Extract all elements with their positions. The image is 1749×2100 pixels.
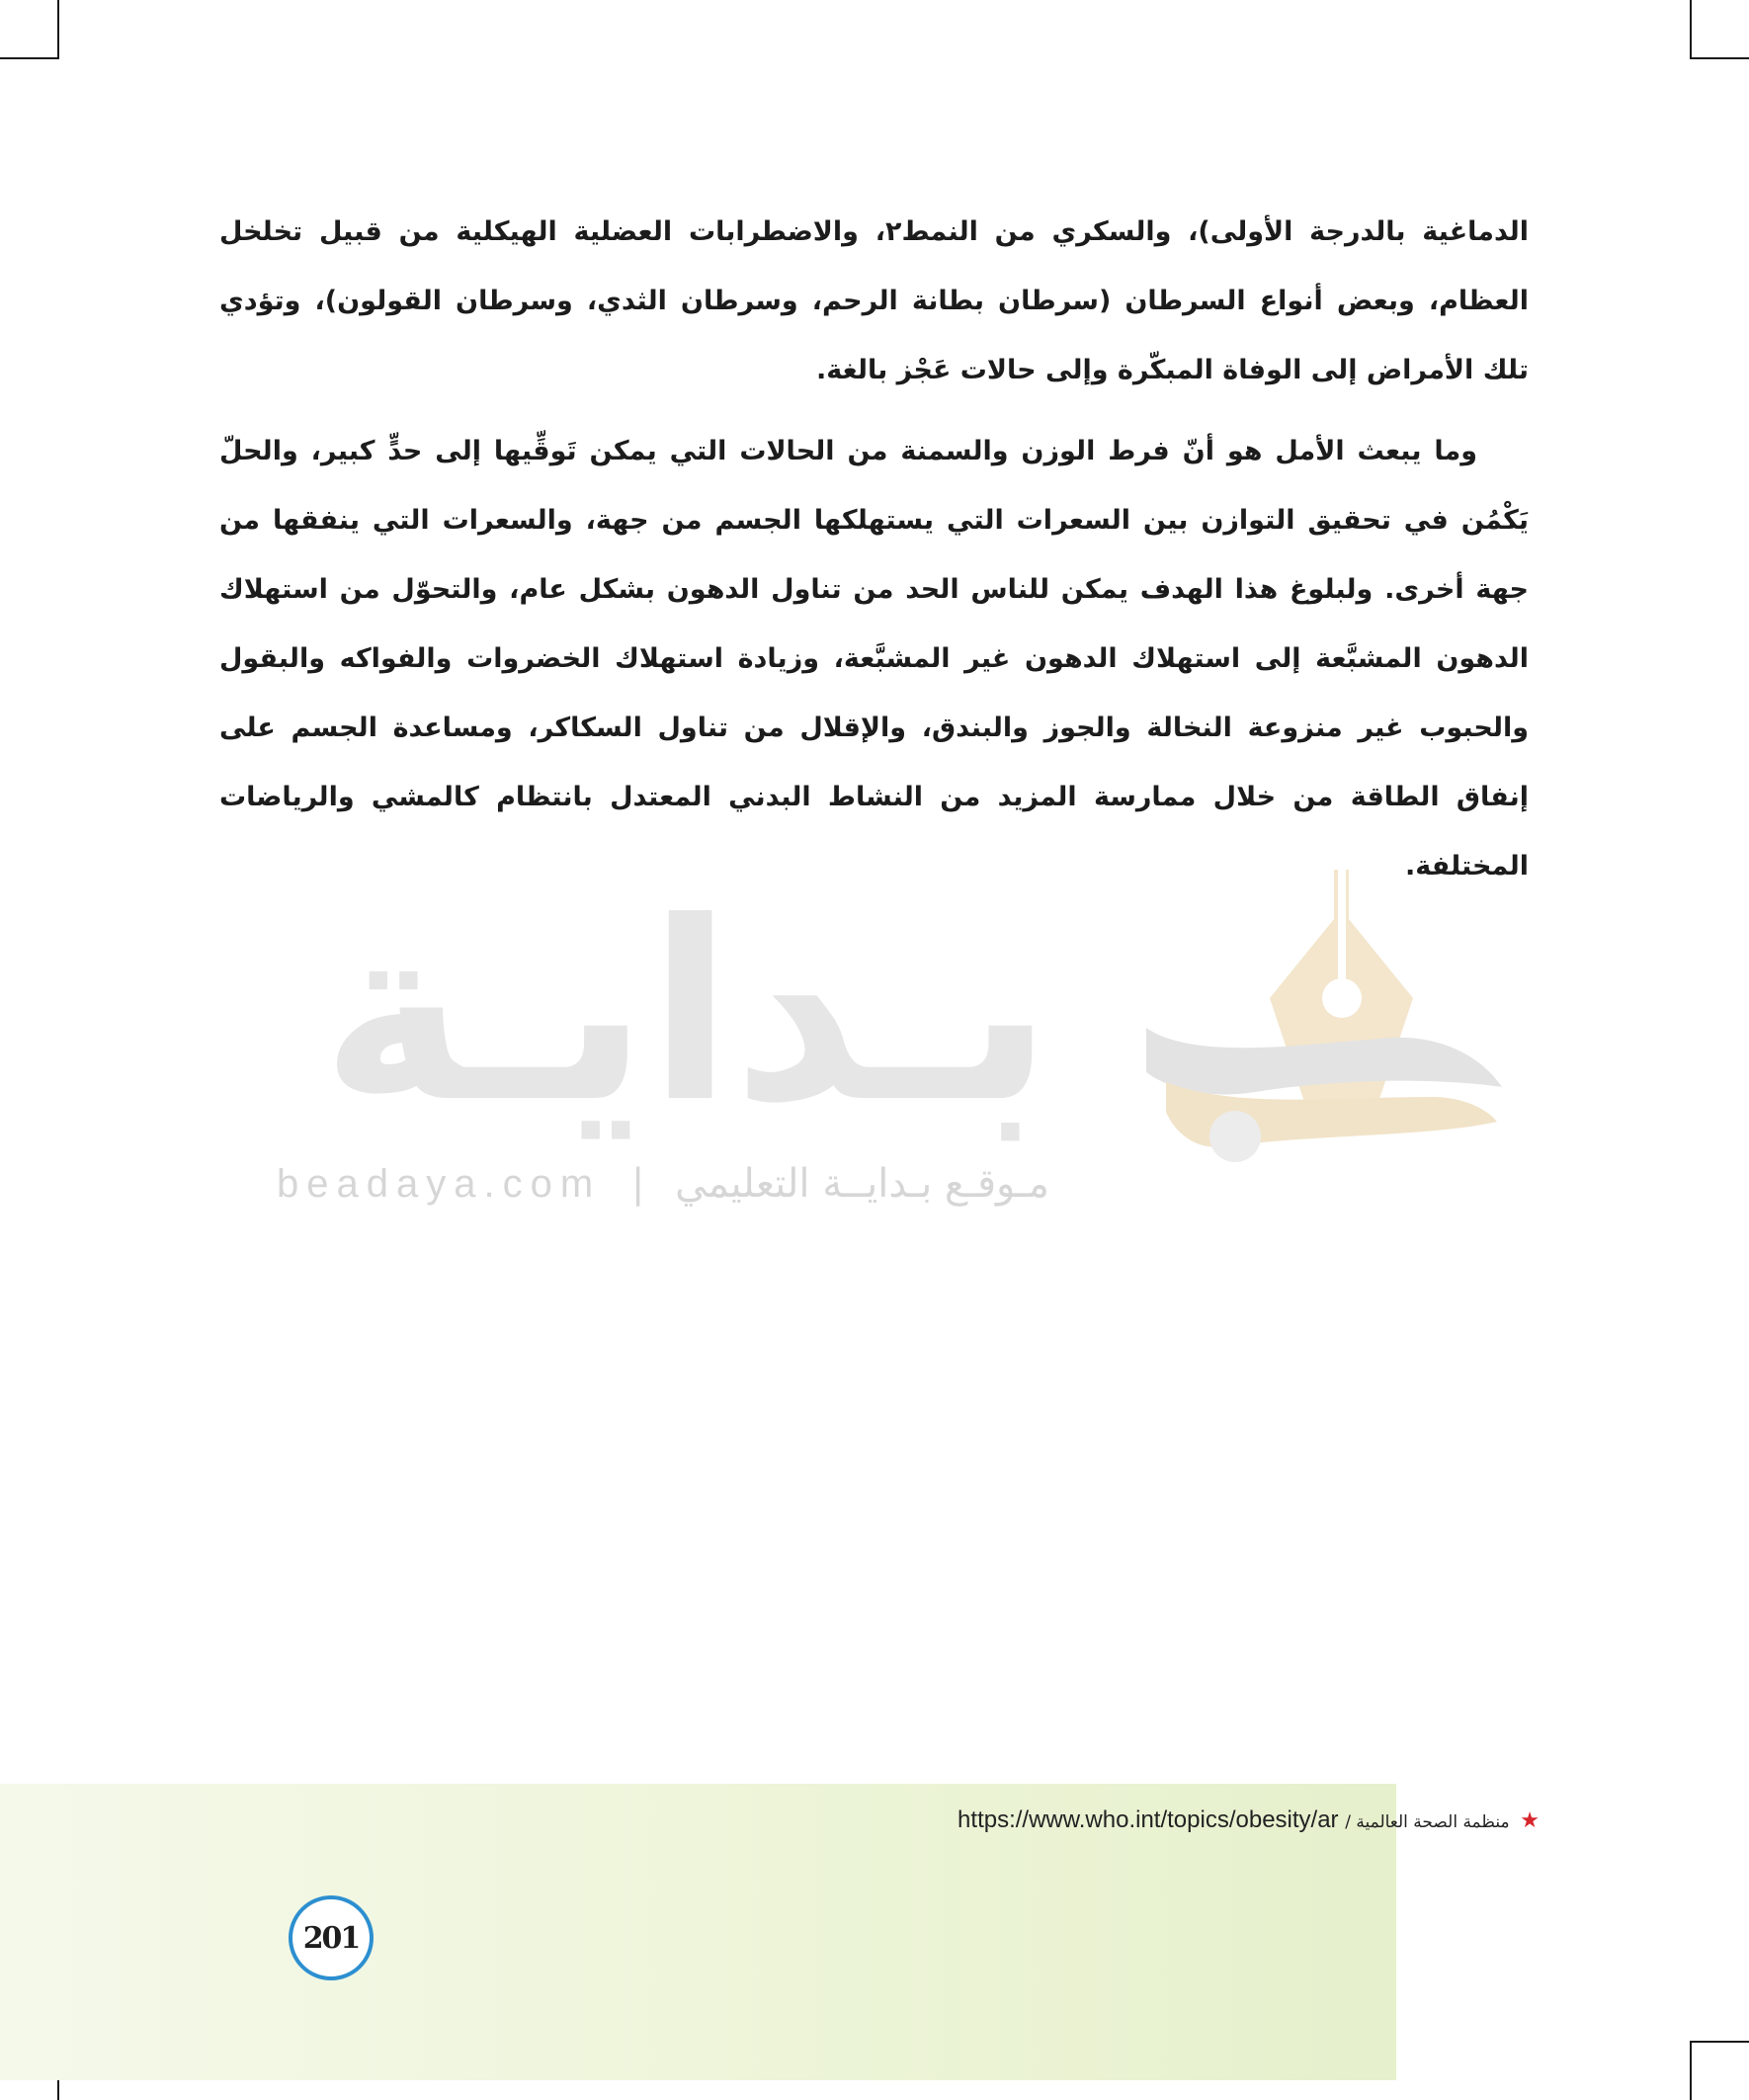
- crop-mark: [57, 0, 59, 59]
- crop-mark: [1690, 57, 1749, 59]
- footnote-source: منظمة الصحة العالمية /: [1345, 1812, 1510, 1832]
- paragraph-1: الدماغية بالدرجة الأولى)، والسكري من النمط٢، والاضطرابات العضلية الهيكلية من قبيل تخلخل العظام، وبعض أنواع السرطان (سرطان بطانة الرحم، وسرطان الثدي، وسرطان القولون)، وتؤدي تلك الأمراض إلى الوفاة المبكّرة وإلى حالات عَجْز بالغة.: [219, 216, 1529, 385]
- body-text: [219, 198, 1529, 913]
- page-number: 201: [302, 1920, 360, 1956]
- crop-mark: [1690, 2041, 1692, 2100]
- paragraph-2: وما يبعث الأمل هو أنّ فرط الوزن والسمنة من الحالات التي يمكن تَوقِّيها إلى حدٍّ كبير، والحلّ يَكْمُن في تحقيق التوازن بين السعرات التي يستهلكها الجسم من جهة، والسعرات التي ينفقها من جهة أخرى. ولبلوغ هذا الهدف يمكن للناس الحد من تناول الدهون بشكل عام، والتحوّل من استهلاك الدهون المشبَّعة إلى استهلاك الدهون غير المشبَّعة، وزيادة استهلاك الخضروات والفواكه والبقول والحبوب غير منزوعة النخالة والجوز والبندق، والإقلال من تناول السكاكر، ومساعدة الجسم على إنفاق الطاقة من خلال ممارسة المزيد من النشاط البدني المعتدل بانتظام كالمشي والرياضات المختلفة.: [219, 436, 1529, 882]
- watermark-tagline-text: مـوقـع بـدايــة التعليمي: [675, 1161, 1049, 1207]
- watermark: [257, 850, 1502, 1225]
- fountain-pen-nib-icon: [1136, 850, 1502, 1206]
- crop-mark: [1690, 2041, 1749, 2043]
- crop-mark: [1690, 0, 1692, 59]
- star-icon: ★: [1520, 1808, 1540, 1833]
- watermark-tagline: [277, 1161, 1087, 1207]
- watermark-site: beadaya.com: [277, 1162, 602, 1206]
- footnote: [958, 1806, 1540, 1834]
- watermark-separator: |: [630, 1161, 645, 1207]
- crop-mark: [0, 57, 59, 59]
- page-number-badge: [289, 1895, 374, 1980]
- watermark-word: بـدايـة: [320, 869, 1053, 1156]
- footnote-url[interactable]: https://www.who.int/topics/obesity/ar: [958, 1806, 1339, 1833]
